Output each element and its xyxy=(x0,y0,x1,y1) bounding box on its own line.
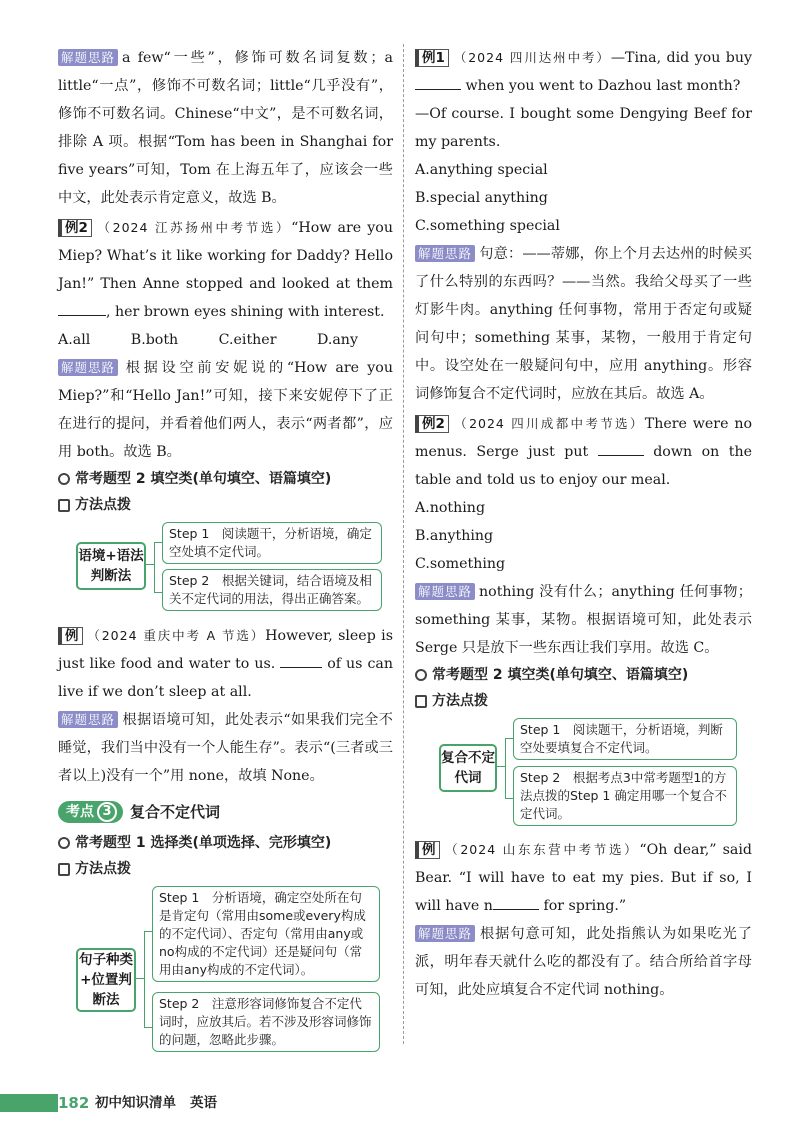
example-label: 例2 xyxy=(415,415,449,433)
method-icon xyxy=(415,695,427,708)
option-a: A.all xyxy=(58,332,91,348)
diagram-step-1: Step 1 阅读题干，分析语境，判断空处要填复合不定代词。 xyxy=(513,718,737,760)
diagram-step-2: Step 2 根据关键词，结合语境及相关不定代词的用法，得出正确答案。 xyxy=(162,569,382,611)
option-c: C.something xyxy=(415,556,506,572)
example-source: （2024 江苏扬州中考节选） xyxy=(95,220,292,235)
page-footer xyxy=(0,1092,800,1114)
diagram-step-1: Step 1 分析语境，确定空处所在句是肯定句（常用由some或every构成的不定代词）、否定句（常用由any或no构成的不定代词）还是疑问句（常用由any构成的不定代词）。 xyxy=(152,886,380,982)
diagram-label: 复合不定代词 xyxy=(439,744,497,792)
connector-line xyxy=(134,978,144,979)
analysis-paragraph-2: 解题思路 根据设空前安妮说的“How are you Miep?”和“Hello Jan!”可知，接下来安妮停下了正在进行的提问，并看着他们两人，表示“两者都”，应用 both。故选 B。 xyxy=(58,360,393,460)
example-source: （2024 山东东营中考节选） xyxy=(443,842,640,857)
analysis-paragraph-1: 解题思路 a few“一些”，修饰可数名词复数；a little“一点”，修饰不可数名词；little“几乎没有”，修饰不可数名词。Chinese“中文”，是不可数名词，排除 A 项。根据“Tom has been in Shanghai for five years”可知，Tom 在上海五年了，应该会一些中文，此处表示肯定意义，故选 B。 xyxy=(58,50,393,206)
analysis-tag: 解题思路 xyxy=(415,925,475,942)
example-1: 例1 （2024 四川达州中考）—Tina, did you buy when you went to Dazhou last month? xyxy=(415,44,752,100)
method-diagram-3 xyxy=(415,718,752,830)
answer-blank xyxy=(58,301,106,316)
analysis-paragraph-6: 解题思路 根据句意可知，此处指熊认为如果吃光了派，明年春天就什么吃的都没有了。结合所给首字母可知，此处应填复合不定代词 nothing。 xyxy=(415,926,752,998)
footer-title xyxy=(95,1092,231,1114)
question-type-icon xyxy=(415,669,427,681)
diagram-step-1: Step 1 阅读题干，分析语境，确定空处填不定代词。 xyxy=(162,522,382,564)
method-heading: 方法点拨 xyxy=(58,492,393,518)
left-column xyxy=(58,44,393,1070)
example-source: （2024 四川达州中考） xyxy=(452,50,611,65)
question-type-heading: 常考题型 2 填空类(单句填空、语篇填空) xyxy=(415,662,752,688)
example-label: 例 xyxy=(58,627,83,645)
connector-line xyxy=(144,564,154,565)
kaodian-heading xyxy=(58,798,393,826)
connector-line xyxy=(154,542,162,543)
option-b: B.anything xyxy=(415,528,494,544)
analysis-tag: 解题思路 xyxy=(415,245,475,262)
method-icon xyxy=(58,863,70,876)
subject: 英语 xyxy=(190,1095,217,1111)
method-icon xyxy=(58,499,70,512)
answer-blank xyxy=(280,653,322,668)
method-heading: 方法点拨 xyxy=(58,856,393,882)
analysis-tag: 解题思路 xyxy=(58,359,118,376)
method-heading: 方法点拨 xyxy=(415,688,752,714)
connector-line xyxy=(144,931,145,1027)
options-row xyxy=(58,326,358,354)
option-a: A.nothing xyxy=(415,500,486,516)
connector-line xyxy=(154,542,155,592)
analysis-tag: 解题思路 xyxy=(58,711,118,728)
connector-line xyxy=(154,592,162,593)
page-number: 182 xyxy=(58,1094,90,1112)
kaodian-title: 复合不定代词 xyxy=(130,803,221,821)
diagram-step-2: Step 2 注意形容词修饰复合不定代词时，应放其后。若不涉及形容词修饰的问题，忽略此步骤。 xyxy=(152,992,380,1052)
kaodian-badge: 考点 3 xyxy=(58,801,123,823)
example-3: 例 （2024 重庆中考 A 节选）However, sleep is just like food and water to us. of us can live if we don’t sleep at all. xyxy=(58,628,393,700)
option-c: C.either xyxy=(218,332,277,348)
connector-line xyxy=(505,738,506,798)
example-2: 例2 （2024 江苏扬州中考节选）“How are you Miep? What’s it like working for Daddy? Hello Jan!” Then Anne stopped and looked at them , her brown eyes shining with interest. xyxy=(58,220,393,320)
method-diagram-2 xyxy=(58,886,393,1064)
answer-blank xyxy=(415,75,461,90)
option-b: B.special anything xyxy=(415,190,548,206)
analysis-paragraph-4: 解题思路 句意：——蒂娜，你上个月去达州的时候买了什么特别的东西吗？——当然。我给父母买了一些灯影牛肉。anything 任何事物，常用于否定句或疑问句中；something 某事，某物，一般用于肯定句中。设空处在一般疑问句中，应用 anything。形容词修饰复合不定代词时，应放在其后。故选 A。 xyxy=(415,246,752,402)
question-type-icon xyxy=(58,837,70,849)
analysis-tag: 解题思路 xyxy=(58,49,118,66)
example-1-reply: —Of course. I bought some Dengying Beef for my parents. xyxy=(415,106,752,150)
option-a: A.anything special xyxy=(415,162,548,178)
example-source: （2024 四川成都中考节选） xyxy=(452,416,645,431)
diagram-label: 句子种类+位置判断法 xyxy=(76,948,136,1012)
method-diagram-1 xyxy=(58,522,393,612)
kaodian-number: 3 xyxy=(97,802,117,822)
answer-blank xyxy=(598,441,644,456)
question-type-icon xyxy=(58,473,70,485)
answer-blank xyxy=(493,895,539,910)
connector-line xyxy=(505,738,513,739)
question-type-heading: 常考题型 1 选择类(单项选择、完形填空) xyxy=(58,830,393,856)
example-label: 例2 xyxy=(58,219,92,237)
question-type-heading: 常考题型 2 填空类(单句填空、语篇填空) xyxy=(58,466,393,492)
option-c: C.something special xyxy=(415,218,560,234)
connector-line xyxy=(144,931,152,932)
option-d: D.any xyxy=(316,332,358,348)
column-divider xyxy=(403,44,404,1044)
book-title: 初中知识清单 xyxy=(95,1095,176,1111)
footer-accent-bar xyxy=(0,1094,58,1112)
connector-line xyxy=(505,798,513,799)
example-3-right: 例 （2024 山东东营中考节选）“Oh dear,” said Bear. “I will have to eat my pies. But if so, I will have n for spring.” xyxy=(415,842,752,914)
right-column xyxy=(415,44,752,1004)
analysis-tag: 解题思路 xyxy=(415,583,475,600)
diagram-label: 语境+语法判断法 xyxy=(76,542,146,590)
example-label: 例 xyxy=(415,841,440,859)
connector-line xyxy=(495,766,505,767)
analysis-paragraph-3: 解题思路 根据语境可知，此处表示“如果我们完全不睡觉，我们当中没有一个人能生存”。表示“(三者或三者以上)没有一个”用 none，故填 None。 xyxy=(58,712,393,784)
analysis-paragraph-5: 解题思路 nothing 没有什么；anything 任何事物；something 某事，某物。根据语境可知，此处表示 Serge 只是放下一些东西让我们享用。故选 C。 xyxy=(415,584,752,656)
example-label: 例1 xyxy=(415,49,449,67)
option-b: B.both xyxy=(130,332,179,348)
example-2-right: 例2 （2024 四川成都中考节选）There were no menus. Serge just put down on the table and told us to enjoy our meal. xyxy=(415,416,753,488)
connector-line xyxy=(144,1027,152,1028)
example-source: （2024 重庆中考 A 节选） xyxy=(86,628,266,643)
diagram-step-2: Step 2 根据考点3中常考题型1的方法点拨的Step 1 确定用哪一个复合不定代词。 xyxy=(513,766,737,826)
